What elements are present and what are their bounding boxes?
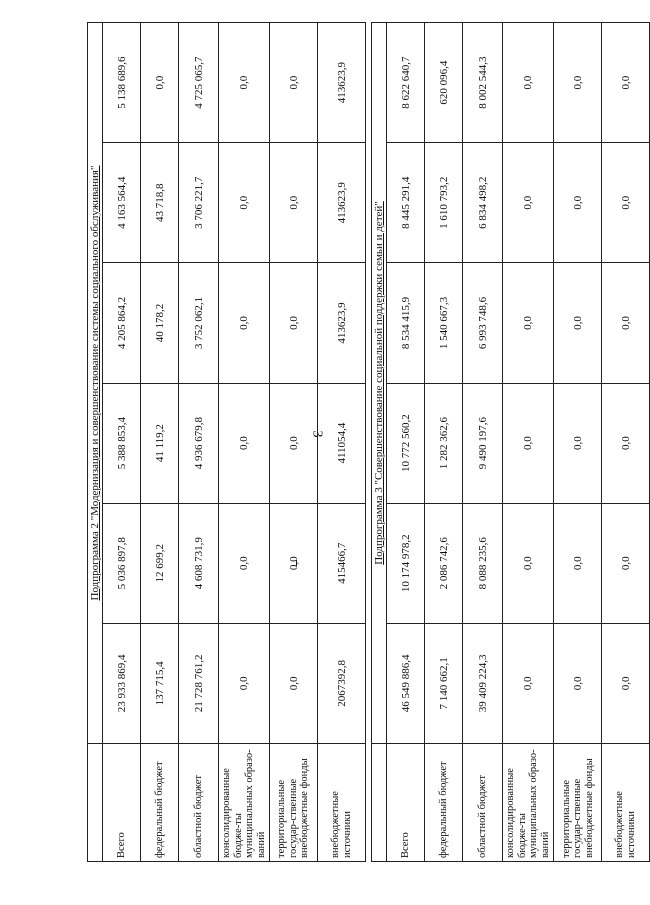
value-cell: 0,0 — [270, 503, 318, 623]
table-row — [103, 23, 141, 862]
table-row — [503, 23, 554, 862]
value-cell: 2 086 742,6 — [425, 503, 463, 623]
value-cell: 413623,9 — [318, 263, 366, 383]
value-cell: 0,0 — [503, 143, 554, 263]
row-label: федеральный бюджет — [141, 744, 179, 862]
value-cell: 5 036 897,8 — [103, 503, 141, 623]
value-cell: 23 933 869,4 — [103, 623, 141, 743]
value-cell: 413623,9 — [318, 23, 366, 143]
row-label: Всего — [387, 744, 425, 862]
value-cell: 0,0 — [503, 263, 554, 383]
row-label: федеральный бюджет — [425, 744, 463, 862]
value-cell: 0,0 — [219, 23, 270, 143]
table-row — [179, 23, 219, 862]
value-cell: 4 163 564,4 — [103, 143, 141, 263]
budget-table-body — [88, 23, 650, 862]
value-cell: 0,0 — [270, 383, 318, 503]
value-cell: 8 622 640,7 — [387, 23, 425, 143]
table-row — [463, 23, 503, 862]
value-cell: 10 174 978,2 — [387, 503, 425, 623]
row-label: Всего — [103, 744, 141, 862]
value-cell: 0,0 — [602, 383, 650, 503]
rotated-table-frame — [87, 22, 637, 862]
value-cell: 21 728 761,2 — [179, 623, 219, 743]
value-cell: 0,0 — [503, 623, 554, 743]
value-cell: 41 119,2 — [141, 383, 179, 503]
value-cell: 1 540 667,3 — [425, 263, 463, 383]
value-cell: 8 534 415,9 — [387, 263, 425, 383]
table-row — [270, 23, 318, 862]
row-label: территориальные государ-ственные внебюджетные фонды — [554, 744, 602, 862]
section-heading-row — [372, 23, 387, 862]
value-cell: 0,0 — [602, 503, 650, 623]
value-cell: 9 490 197,6 — [463, 383, 503, 503]
section-title: Подпрограмма 3 "Совершенствование социальной поддержки семьи и детей" — [372, 23, 387, 744]
value-cell: 0,0 — [602, 623, 650, 743]
value-cell: 40 178,2 — [141, 263, 179, 383]
value-cell: 8 445 291,4 — [387, 143, 425, 263]
landscape-table-container — [87, 22, 637, 862]
value-cell: 0,0 — [554, 623, 602, 743]
value-cell: 6 993 748,6 — [463, 263, 503, 383]
value-cell: 1 610 793,2 — [425, 143, 463, 263]
value-cell: 0,0 — [219, 623, 270, 743]
value-cell: 0,0 — [219, 263, 270, 383]
row-label: консолидированные бюдже-ты муниципальных образо-ваний — [503, 744, 554, 862]
table-row — [554, 23, 602, 862]
row-label: областной бюджет — [463, 744, 503, 862]
value-cell: 5 388 853,4 — [103, 383, 141, 503]
value-cell: 0,0 — [141, 23, 179, 143]
value-cell: 137 715,4 — [141, 623, 179, 743]
budget-table — [87, 22, 650, 862]
row-label: территориальные государ-ственные внебюджетные фонды — [270, 744, 318, 862]
value-cell: 0,0 — [270, 263, 318, 383]
table-row — [425, 23, 463, 862]
value-cell: 411054,4 — [318, 383, 366, 503]
value-cell: 0,0 — [219, 503, 270, 623]
value-cell: 0,0 — [219, 143, 270, 263]
value-cell: 8 088 235,6 — [463, 503, 503, 623]
table-row — [141, 23, 179, 862]
value-cell: 5 138 689,6 — [103, 23, 141, 143]
section-heading-row — [88, 23, 103, 862]
value-cell: 3 706 221,7 — [179, 143, 219, 263]
value-cell: 39 409 224,3 — [463, 623, 503, 743]
page-number: 3 — [309, 430, 325, 438]
value-cell: 0,0 — [554, 383, 602, 503]
value-cell: 43 718,8 — [141, 143, 179, 263]
section-title: Подпрограмма 2 "Модернизация и совершенствование системы социального обслуживания" — [88, 23, 103, 744]
value-cell: 4 936 679,8 — [179, 383, 219, 503]
table-row — [318, 23, 366, 862]
value-cell: 46 549 886,4 — [387, 623, 425, 743]
value-cell: 10 772 560,2 — [387, 383, 425, 503]
value-cell: 0,0 — [602, 23, 650, 143]
value-cell: 3 752 062,1 — [179, 263, 219, 383]
value-cell: 7 140 662,1 — [425, 623, 463, 743]
value-cell: 0,0 — [554, 263, 602, 383]
value-cell: 4 608 731,9 — [179, 503, 219, 623]
value-cell: 0,0 — [503, 503, 554, 623]
row-label: областной бюджет — [179, 744, 219, 862]
value-cell: 0,0 — [554, 503, 602, 623]
row-label: консолидированные бюдже-ты муниципальных образо-ваний — [219, 744, 270, 862]
value-cell: 4 205 864,2 — [103, 263, 141, 383]
value-cell: 0,0 — [602, 143, 650, 263]
value-cell: 0,0 — [270, 623, 318, 743]
section-heading-blank — [372, 744, 387, 862]
value-cell: 0,0 — [219, 383, 270, 503]
value-cell: 0,0 — [602, 263, 650, 383]
value-cell: 415466,7 — [318, 503, 366, 623]
row-label: внебюджетные источники — [602, 744, 650, 862]
value-cell: 0,0 — [554, 23, 602, 143]
value-cell: 12 699,2 — [141, 503, 179, 623]
section-heading-blank — [88, 744, 103, 862]
value-cell: 620 096,4 — [425, 23, 463, 143]
table-row — [219, 23, 270, 862]
value-cell: 6 834 498,2 — [463, 143, 503, 263]
value-cell: 0,0 — [270, 23, 318, 143]
value-cell: 0,0 — [270, 143, 318, 263]
value-cell: 0,0 — [503, 23, 554, 143]
row-label: внебюджетные источники — [318, 744, 366, 862]
value-cell: 1 282 362,6 — [425, 383, 463, 503]
value-cell: 0,0 — [554, 143, 602, 263]
table-row — [387, 23, 425, 862]
table-row — [602, 23, 650, 862]
value-cell: 8 002 544,3 — [463, 23, 503, 143]
value-cell: 0,0 — [503, 383, 554, 503]
value-cell: 2067392,8 — [318, 623, 366, 743]
value-cell: 413623,9 — [318, 143, 366, 263]
value-cell: 4 725 065,7 — [179, 23, 219, 143]
